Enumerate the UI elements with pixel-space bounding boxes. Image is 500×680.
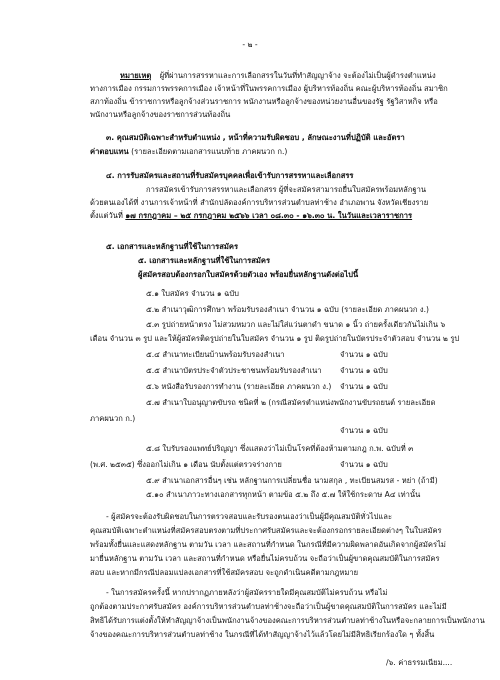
- item-5-8-quantity: จำนวน ๑ ฉบับ: [340, 460, 388, 469]
- item-5-4-quantity: จำนวน ๑ ฉบับ: [340, 350, 388, 359]
- section4-dates-line: [90, 211, 412, 221]
- section3-annex-note: (รายละเอียดตามเอกสารแนบท้าย ภาคผนวก ก.): [128, 147, 288, 156]
- item-5-2: ๕.๒ สำเนาวุฒิการศึกษา พร้อมรับรองสำเนา จำนวน ๑ ฉบับ (รายละเอียด ภาคผนวก ง.): [146, 305, 429, 314]
- section5-subheading: ๕. เอกสารและหลักฐานที่ใช้ในการสมัคร: [138, 256, 271, 265]
- remark-line-4: พนักงานหรือลูกจ้างของราชการส่วนท้องถิ่น: [90, 110, 231, 119]
- item-5-5-quantity: จำนวน ๑ ฉบับ: [340, 366, 388, 375]
- item-5-6: ๕.๖ หนังสือรับรองการทำงาน (รายละเอียด ภาคผนวก ง.): [146, 382, 332, 391]
- section5-instruction: ผู้สมัครสอบต้องกรอกใบสมัครด้วยตัวเอง พร้อมยื่นหลักฐานดังต่อไปนี้: [138, 270, 359, 279]
- disqualification-para-line-3: สิทธิได้รับการแต่งตั้งให้ทำสัญญาจ้างเป็นพนักงานจ้างของคณะการบริหารส่วนตำบลท่าช้างในหรือจะกลายการเป็นพนักงาน: [90, 616, 485, 625]
- remark-line-1: ผู้ที่ผ่านการสรรหาและการเลือกสรรในวันที่ทำสัญญาจ้าง จะต้องไม่เป็นผู้ดำรงตำแหน่ง: [159, 71, 436, 80]
- remark-label: หมายเหตุ: [120, 71, 152, 80]
- item-5-3-line-2: เดือน จำนวน ๓ รูป และให้ผู้สมัครติดรูปถ่ายในใบสมัคร จำนวน ๑ รูป ติดรูปถ่ายในบัตรประจำตัวสอบ จำนวน ๒ รูป: [90, 334, 460, 343]
- section5-heading: ๕. เอกสารและหลักฐานที่ใช้ในการสมัคร: [106, 242, 239, 251]
- responsibility-para-line-5: สอบ และหากมีกรณีปลอมแปลงเอกสารที่ใช้สมัครสอบ จะถูกดำเนินคดีตามกฎหมาย: [90, 568, 359, 577]
- section4-line-2: ด้วยตนเองได้ที่ งานการเจ้าหน้าที่ สำนักปลัดองค์การบริหารส่วนตำบลท่าช้าง อำเภอพาน จังหวัดเชียงราย: [90, 198, 429, 207]
- item-5-9: ๕.๙ สำเนาเอกสารอื่นๆ เช่น หลักฐานการเปลี่ยนชื่อ นามสกุล , ทะเบียนสมรส - หย่า (ถ้ามี): [146, 476, 438, 485]
- disqualification-para-line-4: จ้างของคณะการบริหารส่วนตำบลท่าช้าง ในกรณีที่ได้ทำสัญญาจ้างไว้แล้วโดยไม่มีสิทธิเรียกร้องใด ๆ ทั้งสิ้น: [90, 630, 435, 639]
- responsibility-para-line-1: - ผู้สมัครจะต้องรับผิดชอบในการตรวจสอบและรับรองตนเองว่าเป็นผู้มีคุณสมบัติทั่วไปและ: [106, 512, 393, 521]
- item-5-5: ๕.๕ สำเนาบัตรประจำตัวประชาชนพร้อมรับรองสำเนา: [146, 366, 322, 375]
- item-5-6-quantity: จำนวน ๑ ฉบับ: [340, 382, 388, 391]
- section3-heading: ๓. คุณสมบัติเฉพาะสำหรับตำแหน่ง , หน้าที่ความรับผิดชอบ , ลักษณะงานที่ปฏิบัติ และอัตรา: [106, 133, 405, 142]
- section4-date-range: ๑๗ กรกฎาคม – ๒๕ กรกฎาคม ๒๕๖๖ เวลา ๐๘.๓๐ - ๑๖.๓๐ น. ในวันและเวลาราชการ: [125, 211, 413, 220]
- item-5-1: ๕.๑ ใบสมัคร จำนวน ๑ ฉบับ: [146, 289, 239, 298]
- responsibility-para-line-4: มายื่นหลักฐาน ตามวัน เวลา และสถานที่กำหนด หรือยื่นไม่ครบถ้วน จะถือว่าเป็นผู้ขาดคุณสมบัติในการสมัคร: [90, 554, 440, 563]
- item-5-7-line-2: ภาคผนวก ก.): [90, 414, 136, 423]
- remark-line-3: สภาท้องถิ่น ข้าราชการหรือลูกจ้างส่วนราชการ พนักงานหรือลูกจ้างของหน่วยงานอื่นของรัฐ รัฐวิสาหกิจ หรือ: [90, 97, 438, 106]
- disqualification-para-line-2: ถูกต้องตามประกาศรับสมัคร องค์การบริหารส่วนตำบลท่าช้างจะถือว่าเป็นผู้ขาดคุณสมบัติในการสมัคร และไม่มี: [90, 602, 447, 611]
- section4-heading: ๔. การรับสมัครและสถานที่รับสมัครบุคคลเพื่อเข้ารับการสรรหาและเลือกสรร: [106, 171, 354, 180]
- item-5-7-line-1: ๕.๗ สำเนาใบอนุญาตขับรถ ชนิดที่ ๒ (กรณีสมัครตำแหน่งพนักงานขับรถยนต์ รายละเอียด: [146, 398, 436, 407]
- item-5-8-line-1: ๕.๘ ใบรับรองแพทย์ปริญญา ซึ่งแสดงว่าไม่เป็นโรคที่ต้องห้ามตามกฎ ก.พ. ฉบับที่ ๓: [146, 444, 414, 453]
- responsibility-para-line-2: คุณสมบัติเฉพาะตำแหน่งที่สมัครสอบตรงตามที่ประกาศรับสมัครและจะต้องกรอกรายละเอียดต่างๆ ในใบสมัคร: [90, 526, 442, 535]
- responsibility-para-line-3: พร้อมทั้งยื่นและแสดงหลักฐาน ตามวัน เวลา และสถานที่กำหนด ในกรณีที่มีความผิดพลาดอันเกิดจากผู้สมัครไม่: [90, 540, 446, 549]
- item-5-10: ๕.๑๐ สำเนาภาวะทางเอกสารทุกหน้า ตามข้อ ๕.๒ ถึง ๕.๗ ให้ใช้กระดาษ A๔ เท่านั้น: [146, 490, 421, 499]
- section3-compensation: ค่าตอบแทน: [90, 147, 129, 156]
- remark-first-line: [120, 71, 436, 81]
- disqualification-para-line-1: - ในการสมัครครั้งนี้ หากปรากฏภายหลังว่าผู้สมัครรายใดมีคุณสมบัติไม่ครบถ้วน หรือไม่: [106, 588, 388, 597]
- page-number: - ๒ -: [242, 40, 258, 49]
- next-page-marker: /๖. ค่าธรรมเนียม....: [386, 658, 453, 667]
- section3-line-2: [90, 147, 287, 157]
- item-5-7-quantity: จำนวน ๑ ฉบับ: [340, 426, 388, 435]
- item-5-8-line-2: (พ.ศ. ๒๕๓๕) ซึ่งออกไม่เกิน ๑ เดือน นับตั้งแต่ตรวจร่างกาย: [90, 460, 282, 469]
- item-5-3-line-1: ๕.๓ รูปถ่ายหน้าตรง ไม่สวมหมวก และไม่ใส่แว่นตาดำ ขนาด ๑ นิ้ว ถ่ายครั้งเดียวกันไม่เกิน ๖: [146, 320, 446, 329]
- remark-line-2: ทางการเมือง กรรมการพรรคการเมือง เจ้าหน้าที่ในพรรคการเมือง ผู้บริหารท้องถิ่น คณะผู้บริหารท้องถิ่น สมาชิก: [90, 84, 448, 93]
- section4-line-1: การสมัครเข้ารับการสรรหาและเลือกสรร ผู้ที่จะสมัครสามารถยื่นใบสมัครพร้อมหลักฐาน: [146, 185, 427, 194]
- section4-date-prefix: ตั้งแต่วันที่: [90, 211, 126, 220]
- item-5-4: ๕.๔ สำเนาทะเบียนบ้านพร้อมรับรองสำเนา: [146, 350, 285, 359]
